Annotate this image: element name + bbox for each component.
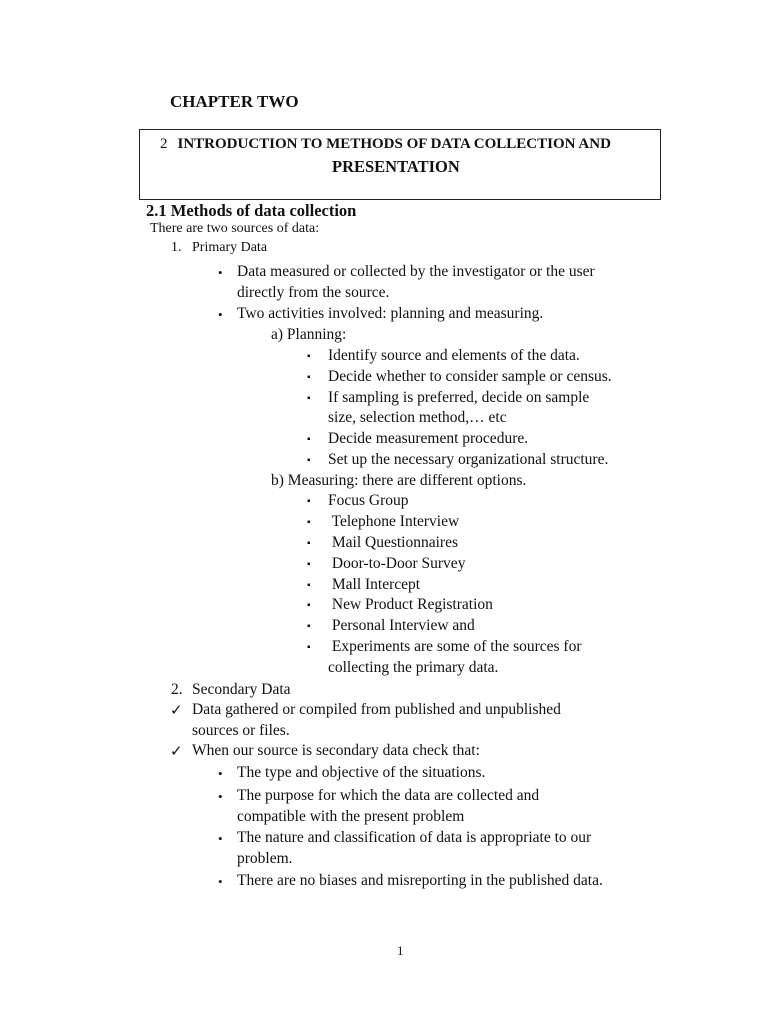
bullet-icon: •	[218, 874, 223, 889]
planning-item: If sampling is preferred, decide on sample	[328, 389, 590, 406]
title-line-1	[160, 136, 611, 153]
primary-bullet-text: directly from the source.	[237, 284, 390, 301]
planning-item: Identify source and elements of the data.	[328, 347, 580, 364]
measuring-item: Door-to-Door Survey	[328, 555, 466, 572]
square-bullet-icon: ▪	[307, 351, 311, 362]
square-bullet-icon: ▪	[307, 455, 311, 466]
bullet-icon: •	[218, 789, 223, 804]
measuring-item: New Product Registration	[328, 596, 493, 613]
square-bullet-icon: ▪	[307, 393, 311, 404]
measuring-item: Telephone Interview	[328, 513, 460, 530]
measuring-item: Personal Interview and	[328, 617, 475, 634]
planning-label: a) Planning:	[271, 326, 347, 343]
primary-bullet-text: Data measured or collected by the investigator or the user	[237, 263, 595, 280]
secondary-number: 2.	[171, 681, 183, 698]
planning-item: Decide measurement procedure.	[328, 430, 529, 447]
square-bullet-icon: ▪	[307, 580, 311, 591]
measuring-item: Focus Group	[328, 492, 409, 509]
measuring-item: collecting the primary data.	[328, 659, 499, 676]
measuring-item: Experiments are some of the sources for	[328, 638, 582, 655]
section-heading: 2.1 Methods of data collection	[146, 201, 357, 220]
bullet-icon: •	[218, 265, 223, 280]
secondary-bullet-text: There are no biases and misreporting in the published data.	[237, 872, 603, 889]
secondary-bullet-text: The purpose for which the data are collected and	[237, 787, 540, 804]
primary-label: Primary Data	[192, 240, 268, 255]
square-bullet-icon: ▪	[307, 496, 311, 507]
title-number: 2	[160, 136, 168, 152]
bullet-icon: •	[218, 766, 223, 781]
intro-text: There are two sources of data:	[150, 221, 320, 236]
square-bullet-icon: ▪	[307, 538, 311, 549]
measuring-label: b) Measuring: there are different options.	[271, 472, 527, 489]
secondary-label: Secondary Data	[192, 681, 291, 698]
primary-bullet-text: Two activities involved: planning and measuring.	[237, 305, 544, 322]
square-bullet-icon: ▪	[307, 621, 311, 632]
planning-item: size, selection method,… etc	[328, 409, 507, 426]
primary-number: 1.	[171, 240, 182, 255]
secondary-bullet-text: The type and objective of the situations.	[237, 764, 486, 781]
square-bullet-icon: ▪	[307, 517, 311, 528]
planning-item: Decide whether to consider sample or census.	[328, 368, 612, 385]
square-bullet-icon: ▪	[307, 559, 311, 570]
secondary-bullet-text: The nature and classification of data is appropriate to our	[237, 829, 592, 846]
square-bullet-icon: ▪	[307, 434, 311, 445]
measuring-item: Mall Intercept	[328, 576, 421, 593]
secondary-bullet-text: compatible with the present problem	[237, 808, 465, 825]
title-line-2: PRESENTATION	[332, 157, 460, 176]
square-bullet-icon: ▪	[307, 642, 311, 653]
secondary-check-text: sources or files.	[192, 722, 290, 739]
square-bullet-icon: ▪	[307, 372, 311, 383]
planning-item: Set up the necessary organizational structure.	[328, 451, 609, 468]
check-icon: ✓	[170, 744, 183, 760]
chapter-heading: CHAPTER TWO	[170, 92, 299, 111]
bullet-icon: •	[218, 307, 223, 322]
bullet-icon: •	[218, 831, 223, 846]
measuring-item: Mail Questionnaires	[328, 534, 459, 551]
page-number: 1	[397, 943, 404, 958]
square-bullet-icon: ▪	[307, 600, 311, 611]
secondary-check-text: Data gathered or compiled from published and unpublished	[192, 701, 561, 718]
secondary-bullet-text: problem.	[237, 850, 293, 867]
title-text-1: INTRODUCTION TO METHODS OF DATA COLLECTION AND	[177, 136, 611, 152]
secondary-check-text: When our source is secondary data check that:	[192, 742, 480, 759]
check-icon: ✓	[170, 703, 183, 719]
